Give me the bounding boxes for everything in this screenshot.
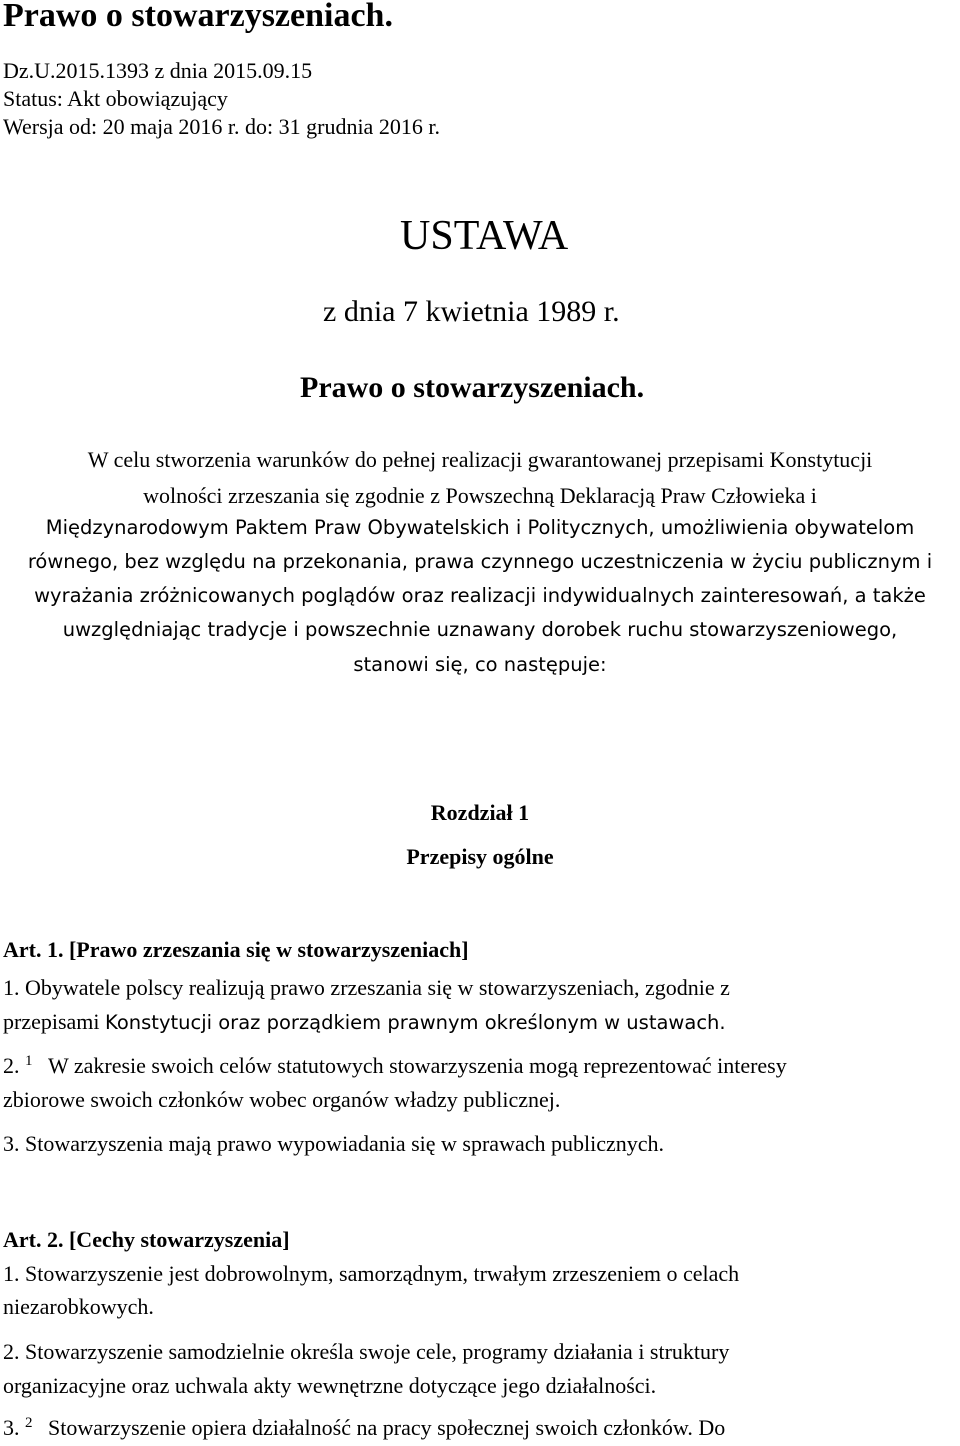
text-fragment: W zakresie swoich celów statutowych stowarzyszenia mogą reprezentować interesy	[48, 1053, 787, 1078]
act-date: z dnia 7 kwietnia 1989 r.	[323, 295, 620, 328]
status-line: Status: Akt obowiązujący	[3, 86, 228, 111]
preamble-line: Międzynarodowym Paktem Praw Obywatelskich i Politycznych, umożliwienia obywatelom	[45, 516, 915, 539]
article-paragraph-line	[3, 1052, 787, 1083]
preamble-line: równego, bez względu na przekonania, prawa czynnego uczestniczenia w życiu publicznym i	[27, 550, 933, 573]
article-paragraph-line: 1. Stowarzyszenie jest dobrowolnym, samorządnym, trwałym zrzeszeniem o celach	[3, 1261, 740, 1286]
chapter-number: Rozdział 1	[430, 800, 530, 825]
paragraph-number: 3.	[3, 1415, 20, 1440]
article-heading: Art. 2. [Cechy stowarzyszenia]	[3, 1227, 290, 1252]
article-heading: Art. 1. [Prawo zrzeszania się w stowarzyszeniach]	[3, 937, 469, 962]
article-paragraph-line: niezarobkowych.	[3, 1294, 154, 1319]
article-paragraph-line: 2. Stowarzyszenie samodzielnie określa swoje cele, programy działania i struktury	[3, 1339, 730, 1364]
article-paragraph-line	[3, 1008, 726, 1037]
article-paragraph-line: 1. Obywatele polscy realizują prawo zrzeszania się w stowarzyszeniach, zgodnie z	[3, 975, 730, 1000]
preamble-line: W celu stworzenia warunków do pełnej realizacji gwarantowanej przepisami Konstytucji	[87, 447, 873, 472]
preamble-line: wolności zrzeszania się zgodnie z Powszechną Deklaracją Praw Człowieka i	[143, 483, 817, 508]
footnote-marker[interactable]: 2	[25, 1415, 33, 1431]
act-title: Prawo o stowarzyszeniach.	[300, 371, 645, 404]
preamble-line: wyrażania zróżnicowanych poglądów oraz realizacji indywidualnych zainteresowań, a także	[34, 584, 926, 607]
article-paragraph-line: organizacyjne oraz uchwala akty wewnętrzne dotyczące jego działalności.	[3, 1373, 657, 1398]
document-title: Prawo o stowarzyszeniach.	[3, 0, 393, 34]
act-kind-heading: USTAWA	[400, 213, 569, 259]
footnote-marker[interactable]: 1	[25, 1053, 33, 1069]
paragraph-number: 2.	[3, 1053, 20, 1078]
preamble-line: stanowi się, co następuje:	[353, 653, 607, 676]
version-line: Wersja od: 20 maja 2016 r. do: 31 grudnia 2016 r.	[3, 114, 440, 139]
chapter-title: Przepisy ogólne	[406, 844, 554, 869]
text-fragment: Konstytucji	[105, 1011, 213, 1034]
article-paragraph-line: 3. Stowarzyszenia mają prawo wypowiadania się w sprawach publicznych.	[3, 1131, 664, 1156]
article-paragraph-line	[3, 1414, 725, 1445]
publication-reference: Dz.U.2015.1393 z dnia 2015.09.15	[3, 58, 313, 83]
text-fragment: Stowarzyszenie opiera działalność na pracy społecznej swoich członków. Do	[48, 1415, 726, 1440]
preamble-line: uwzględniając tradycje i powszechnie uznawany dorobek ruchu stowarzyszeniowego,	[62, 618, 898, 641]
text-fragment: przepisami	[3, 1009, 106, 1034]
article-paragraph-line: zbiorowe swoich członków wobec organów władzy publicznej.	[3, 1087, 561, 1112]
text-fragment: oraz porządkiem prawnym określonym w ustawach.	[212, 1011, 726, 1034]
